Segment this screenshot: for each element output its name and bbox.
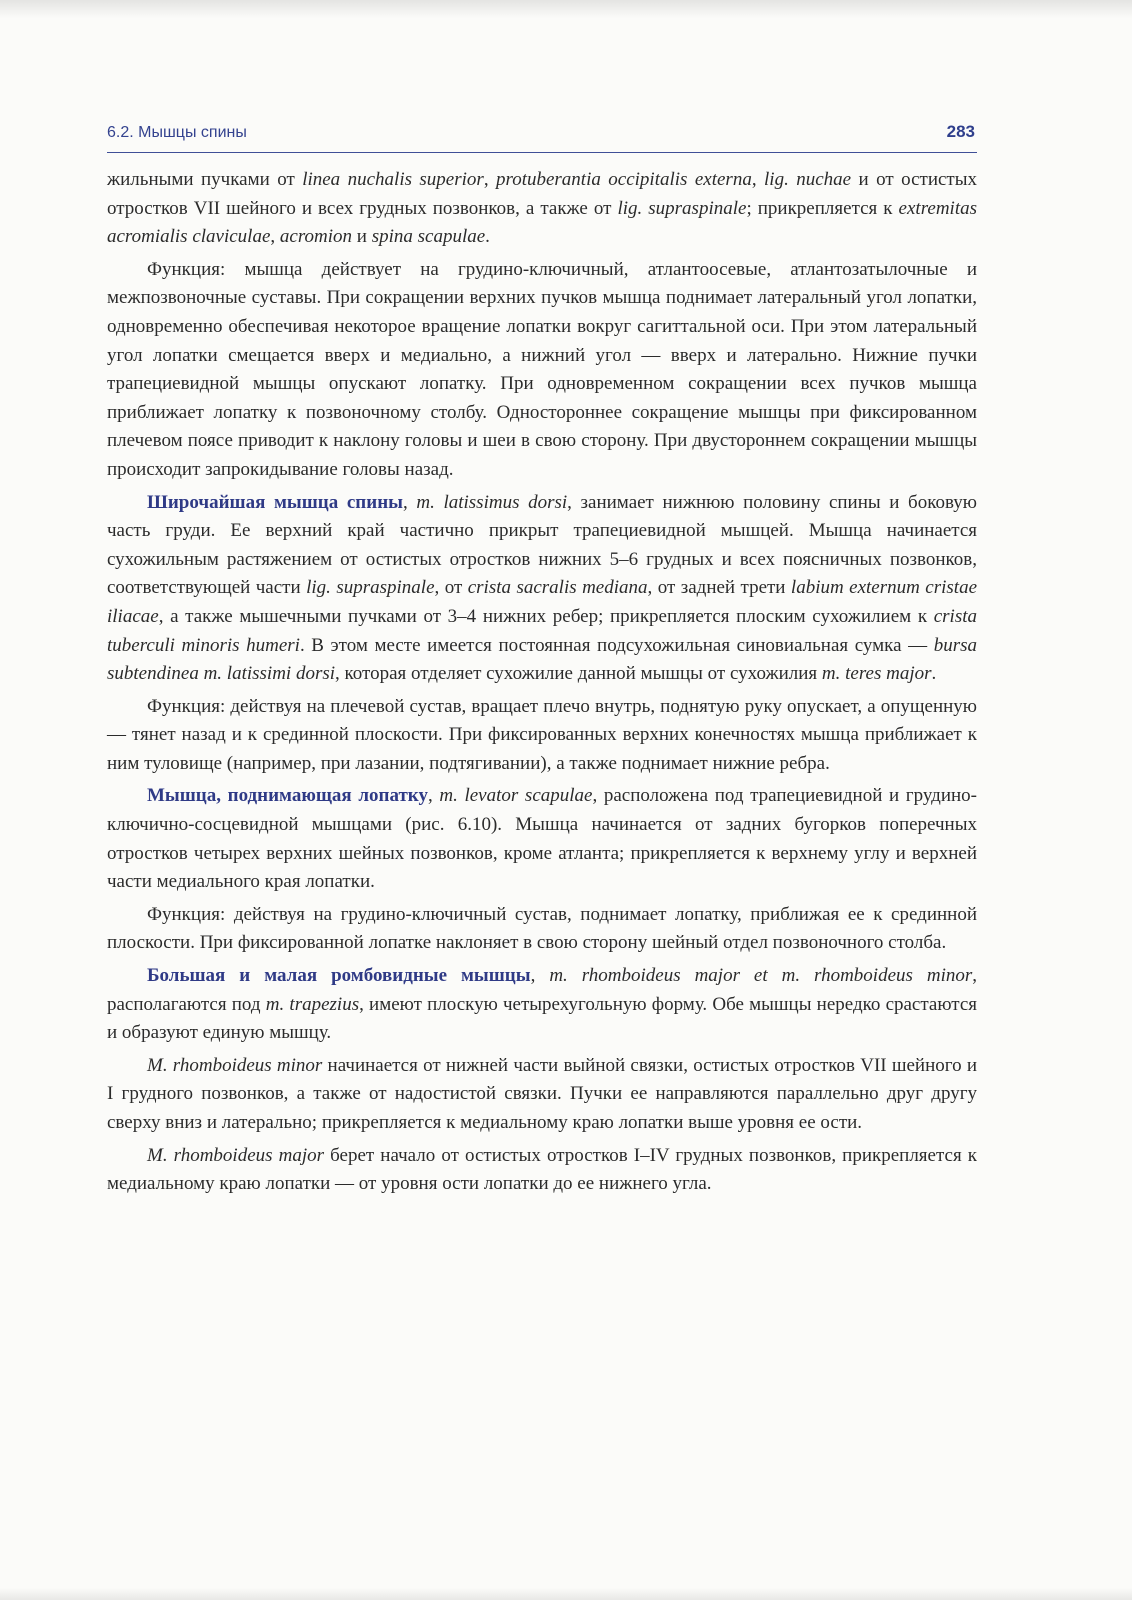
latin-term: extremitas acromialis claviculae (107, 197, 977, 248)
latin-term: spina scapulae (371, 226, 486, 248)
latin-term: crista sacralis mediana (467, 577, 648, 599)
paragraph (107, 901, 977, 958)
text-run: , имеют плоскую четырехугольную форму. Обе мышцы нередко срастаются и образуют единую мышцу. (107, 993, 977, 1044)
latin-term: lig. nuchae (764, 169, 852, 190)
latin-term: m. levator scapulae (439, 785, 593, 807)
latin-term: m. trapezius (265, 993, 360, 1015)
paragraph (107, 256, 977, 485)
scan-top-edge (0, 0, 1132, 18)
paragraph (107, 1142, 977, 1199)
scan-bottom-edge (0, 1588, 1132, 1600)
latin-term: lig. supraspinale (306, 577, 435, 599)
text-run: Функция: действуя на грудино-ключичный сустав, поднимает лопатку, приближая ее к срединной плоскости. При фиксированной лопатке наклоняет в свою сторону шейный отдел позвоночного столба. (107, 903, 977, 954)
text-run: жильными пучками от (107, 169, 303, 190)
text-run: , расположена под трапециевидной и грудино-ключично-сосцевидной мышцами (рис. 6.10). Мышца начинается от задних бугорков поперечных отростков четырех верхних шейных позвонков, кроме атланта; прикрепляется к верхнему углу и верхней части медиального края лопатки. (107, 785, 977, 893)
text-run: , которая отделяет сухожилие данной мышцы от сухожилия (335, 663, 822, 685)
latin-term: bursa subtendinea m. latissimi dorsi (107, 634, 977, 685)
muscle-term: Большая и малая ромбовидные мышцы (147, 965, 531, 987)
text-run: Функция: мышца действует на грудино-ключичный, атлантоосевые, атлантозатылочные и межпозвоночные суставы. При сокращении верхних пучков мышца поднимает латеральный угол лопатки, одновременно обеспечивая некоторое вращение лопатки вокруг сагиттальной оси. При этом латеральный угол лопатки смещается вверх и медиально, а нижний угол — вверх и латерально. Нижние пучки трапециевидной мышцы опускают лопатку. При одновременном сокращении всех пучков мышца приближает лопатку к позвоночному столбу. Одностороннее сокращение мышцы при фиксированном плечевом поясе приводит к наклону головы и шеи в свою сторону. При двустороннем сокращении мышцы происходит запрокидывание головы назад. (107, 258, 977, 480)
muscle-term: Мышца, поднимающая лопатку (147, 785, 428, 807)
page-body (107, 166, 977, 1203)
latin-term: linea nuchalis superior (302, 169, 484, 190)
latin-term: m. latissimus dorsi (416, 491, 568, 513)
text-run: , (483, 169, 496, 190)
text-run: Функция: действуя на плечевой сустав, вращает плечо внутрь, поднятую руку опускает, а опущенную — тянет назад и к срединной плоскости. При фиксированных верхних конечностях мышца приближает к ним туловище (например, при лазании, подтягивании), а также поднимает нижние ребра. (107, 695, 977, 774)
text-run: , занимает нижнюю половину спины и боковую часть груди. Ее верхний край частично прикрыт трапециевидной мышцей. Мышца начинается сухожильным растяжением от остистых отростков нижних 5–6 грудных и всех поясничных позвонков, соответствующей части (107, 491, 977, 599)
text-run: , располагаются под (107, 965, 978, 1015)
paragraph (107, 782, 977, 896)
paragraph (107, 166, 977, 252)
text-run: , (530, 965, 550, 987)
latin-term: protuberantia occipitalis externa (496, 169, 752, 190)
muscle-term: Широчайшая мышца спины (147, 491, 403, 513)
text-run: начинается от нижней части выйной связки, остистых отростков VII шейного и I грудного позвонков, а также от надостистой связки. Пучки ее направляются параллельно друг другу сверху вниз и латерально; прикрепляется к медиальному краю лопатки выше уровня ее ости. (107, 1054, 977, 1133)
latin-term: lig. supraspinale (617, 197, 747, 219)
latin-term: labium externum cristae iliacae (107, 577, 977, 627)
text-run: ; прикрепляется к (746, 197, 899, 219)
text-run: и (352, 226, 372, 248)
paragraph (107, 489, 977, 689)
paragraph (107, 962, 977, 1048)
text-run: , (427, 785, 440, 807)
paragraph (107, 1052, 977, 1138)
text-run: , (270, 226, 280, 248)
text-run: , (751, 169, 765, 190)
text-run: и от остистых отростков VII шейного и всех грудных позвонков, а также от (107, 169, 977, 219)
text-run: . (485, 226, 490, 248)
paragraph (107, 693, 977, 779)
text-run: , а также мышечными пучками от 3–4 нижних ребер; прикрепляется плоским сухожилием к (158, 605, 934, 627)
text-run: . В этом месте имеется постоянная подсухожильная синовиальная сумка — (299, 634, 934, 656)
latin-term: M. rhomboideus major (147, 1144, 325, 1166)
latin-term: crista tuberculi minoris humeri (107, 605, 977, 656)
latin-term: m. teres major (821, 663, 932, 685)
text-run: , от (434, 577, 468, 599)
latin-term: m. rhomboideus major et m. rhomboideus minor (549, 965, 973, 987)
text-run: , от задней трети (647, 577, 791, 599)
text-run: , (402, 491, 417, 513)
latin-term: acromion (279, 226, 353, 248)
page-number: 283 (946, 122, 975, 141)
text-run: . (931, 663, 937, 685)
section-title: 6.2. Мышцы спины (107, 124, 247, 141)
text-run: берет начало от остистых отростков I–IV грудных позвонков, прикрепляется к медиальному краю лопатки — от уровня ости лопатки до ее нижнего угла. (107, 1144, 978, 1195)
running-header (107, 118, 977, 153)
latin-term: M. rhomboideus minor (147, 1054, 323, 1076)
